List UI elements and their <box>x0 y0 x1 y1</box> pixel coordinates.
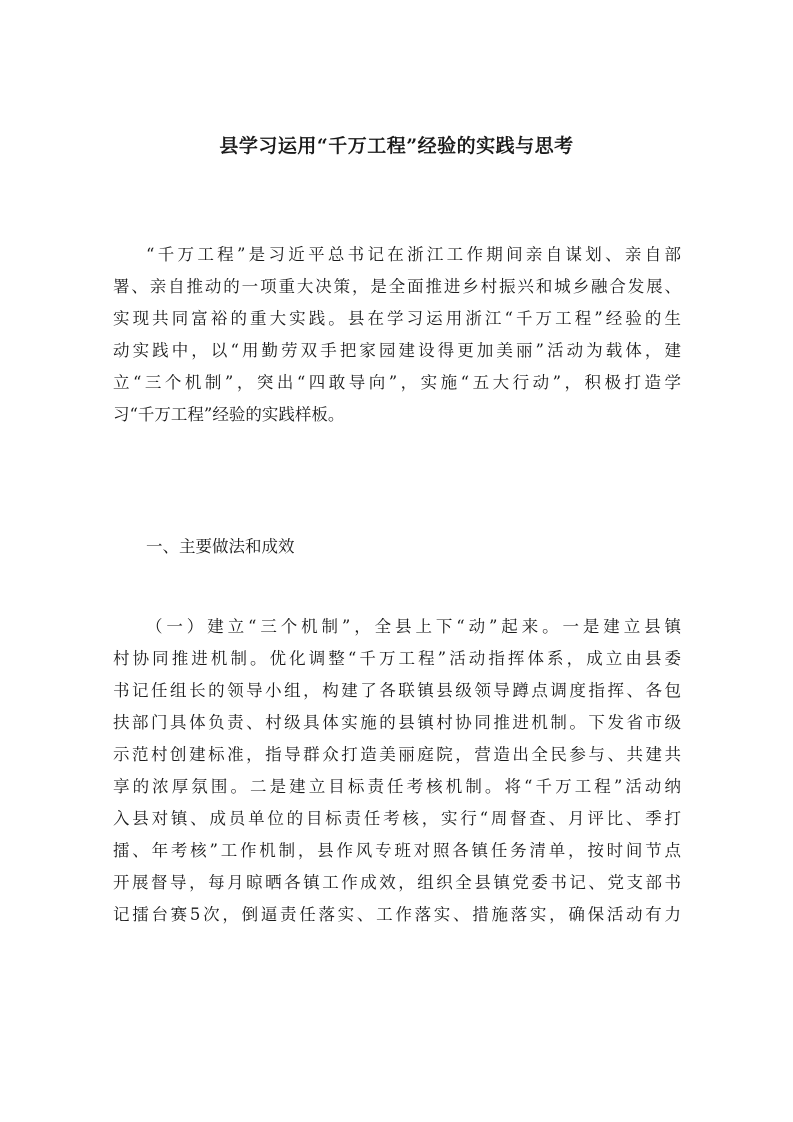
section-line: 村协同推进机制。优化调整“千万工程”活动指挥体系，成立由县委 <box>113 649 681 668</box>
section-heading-text: 一、主要做法和成效 <box>146 537 295 556</box>
section-line: 擂、年考核”工作机制，县作风专班对照各镇任务清单，按时间节点 <box>113 841 681 860</box>
section-line: 示范村创建标准，指导群众打造美丽庭院，营造出全民参与、共建共 <box>113 745 681 764</box>
intro-line: 署、亲自推动的一项重大决策，是全面推进乡村振兴和城乡融合发展、 <box>113 277 681 296</box>
section-line: 记擂台赛5次，倒逼责任落实、工作落实、措施落实，确保活动有力 <box>113 905 681 924</box>
section-heading <box>113 531 681 563</box>
document-title: 县学习运用“千万工程”经验的实践与思考 <box>219 135 574 157</box>
section-paragraph <box>113 611 681 931</box>
intro-paragraph <box>113 239 681 431</box>
section-line: 扶部门具体负责、村级具体实施的县镇村协同推进机制。下发省市级 <box>113 713 681 732</box>
intro-line: “千万工程”是习近平总书记在浙江工作期间亲自谋划、亲自部 <box>146 245 681 264</box>
intro-line: 动实践中，以“用勤劳双手把家园建设得更加美丽”活动为载体，建 <box>113 341 681 360</box>
section-line: 享的浓厚氛围。二是建立目标责任考核机制。将“千万工程”活动纳 <box>113 777 681 796</box>
section-line: （一）建立“三个机制”，全县上下“动”起来。一是建立县镇 <box>146 617 681 636</box>
section-line: 入县对镇、成员单位的目标责任考核，实行“周督查、月评比、季打 <box>113 809 681 828</box>
intro-line: 实现共同富裕的重大实践。县在学习运用浙江“千万工程”经验的生 <box>113 309 681 328</box>
section-line: 书记任组长的领导小组，构建了各联镇县级领导蹲点调度指挥、各包 <box>113 681 681 700</box>
section-line: 开展督导，每月晾晒各镇工作成效，组织全县镇党委书记、党支部书 <box>113 873 681 892</box>
intro-line: 习“千万工程”经验的实践样板。 <box>113 405 345 424</box>
intro-line: 立“三个机制”，突出“四敢导向”，实施“五大行动”，积极打造学 <box>113 373 681 392</box>
